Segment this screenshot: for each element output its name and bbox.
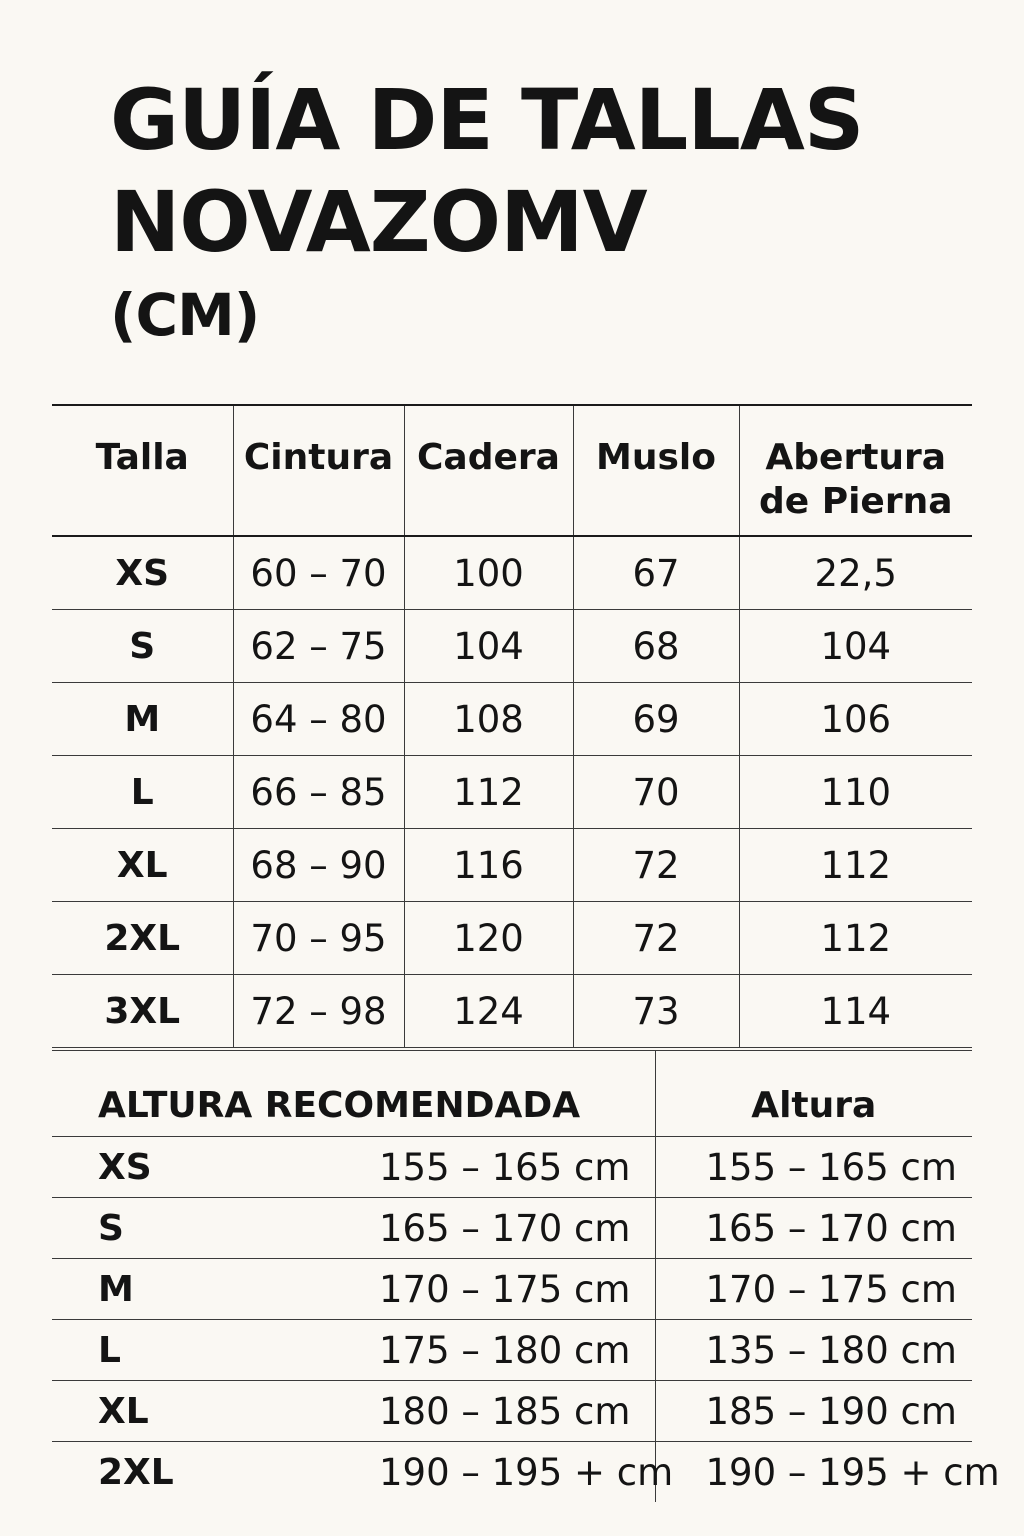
size-cell: XL [52,829,233,902]
height-cell: 185 – 190 cm [655,1381,972,1442]
cadera-cell: 108 [404,683,573,756]
size-cell: L [52,756,233,829]
abertura-cell: 106 [739,683,972,756]
muslo-cell: 70 [573,756,739,829]
title-brand: NOVAZOMV [110,173,647,271]
cintura-cell: 60 – 70 [233,536,404,610]
cadera-cell: 104 [404,610,573,683]
title-line-1: GUÍA DE TALLAS [110,71,864,169]
recommended-height-cell: 190 – 195 + cm [379,1450,674,1494]
table-row [52,829,972,902]
cadera-cell: 120 [404,902,573,975]
height-table [52,1050,1000,1502]
cadera-cell: 116 [404,829,573,902]
size-cell: XS [52,1137,354,1198]
height-table-header [52,1051,972,1137]
header-cadera: Cadera [404,405,573,536]
height-cell: 190 – 195 + cm [655,1442,972,1503]
size-table-header [52,405,972,536]
table-row [52,975,972,1048]
height-cell: 155 – 165 cm [655,1137,972,1198]
cintura-cell: 66 – 85 [233,756,404,829]
recommended-height-cell: 155 – 165 cm [354,1137,655,1198]
cadera-cell: 100 [404,536,573,610]
table-row [52,1259,972,1320]
header-abertura: Abertura de Pierna [739,405,972,536]
size-cell: 2XL [52,902,233,975]
abertura-cell: 110 [739,756,972,829]
table-row [52,902,972,975]
cadera-cell: 112 [404,756,573,829]
cadera-cell: 124 [404,975,573,1048]
muslo-cell: 69 [573,683,739,756]
cintura-cell: 68 – 90 [233,829,404,902]
table-row [52,1381,972,1442]
height-cell: 170 – 175 cm [655,1259,972,1320]
header-cintura: Cintura [233,405,404,536]
table-row [52,756,972,829]
abertura-cell: 114 [739,975,972,1048]
header-talla: Talla [52,405,233,536]
cintura-cell: 62 – 75 [233,610,404,683]
table-row [52,536,972,610]
size-cell: L [52,1320,354,1381]
header-altura-recomendada: ALTURA RECOMENDADA [52,1051,655,1137]
muslo-cell: 73 [573,975,739,1048]
muslo-cell: 72 [573,829,739,902]
size-cell: XL [52,1381,354,1442]
title-unit: (CM) [110,281,260,349]
muslo-cell: 68 [573,610,739,683]
cintura-cell: 72 – 98 [233,975,404,1048]
height-cell: 165 – 170 cm [655,1198,972,1259]
page-title [110,71,864,349]
size-cell: S [52,1198,354,1259]
cintura-cell: 64 – 80 [233,683,404,756]
header-altura: Altura [655,1051,972,1137]
muslo-cell: 67 [573,536,739,610]
size-cell: M [52,683,233,756]
table-row [52,1137,972,1198]
cintura-cell: 70 – 95 [233,902,404,975]
abertura-cell: 112 [739,829,972,902]
table-row [52,1442,972,1503]
table-row [52,610,972,683]
abertura-cell: 104 [739,610,972,683]
size-table [52,404,972,1048]
height-cell: 135 – 180 cm [655,1320,972,1381]
recommended-height-cell: 180 – 185 cm [354,1381,655,1442]
size-cell: 3XL [52,975,233,1048]
header-muslo: Muslo [573,405,739,536]
size-cell: XS [52,536,233,610]
recommended-height-cell: 175 – 180 cm [354,1320,655,1381]
muslo-cell: 72 [573,902,739,975]
table-row [52,1198,972,1259]
recommended-height-cell: 170 – 175 cm [354,1259,655,1320]
abertura-cell: 22,5 [739,536,972,610]
abertura-cell: 112 [739,902,972,975]
size-cell: 2XL [98,1451,174,1493]
size-cell: S [52,610,233,683]
size-cell: M [52,1259,354,1320]
table-row [52,683,972,756]
recommended-height-cell: 165 – 170 cm [354,1198,655,1259]
table-row [52,1320,972,1381]
